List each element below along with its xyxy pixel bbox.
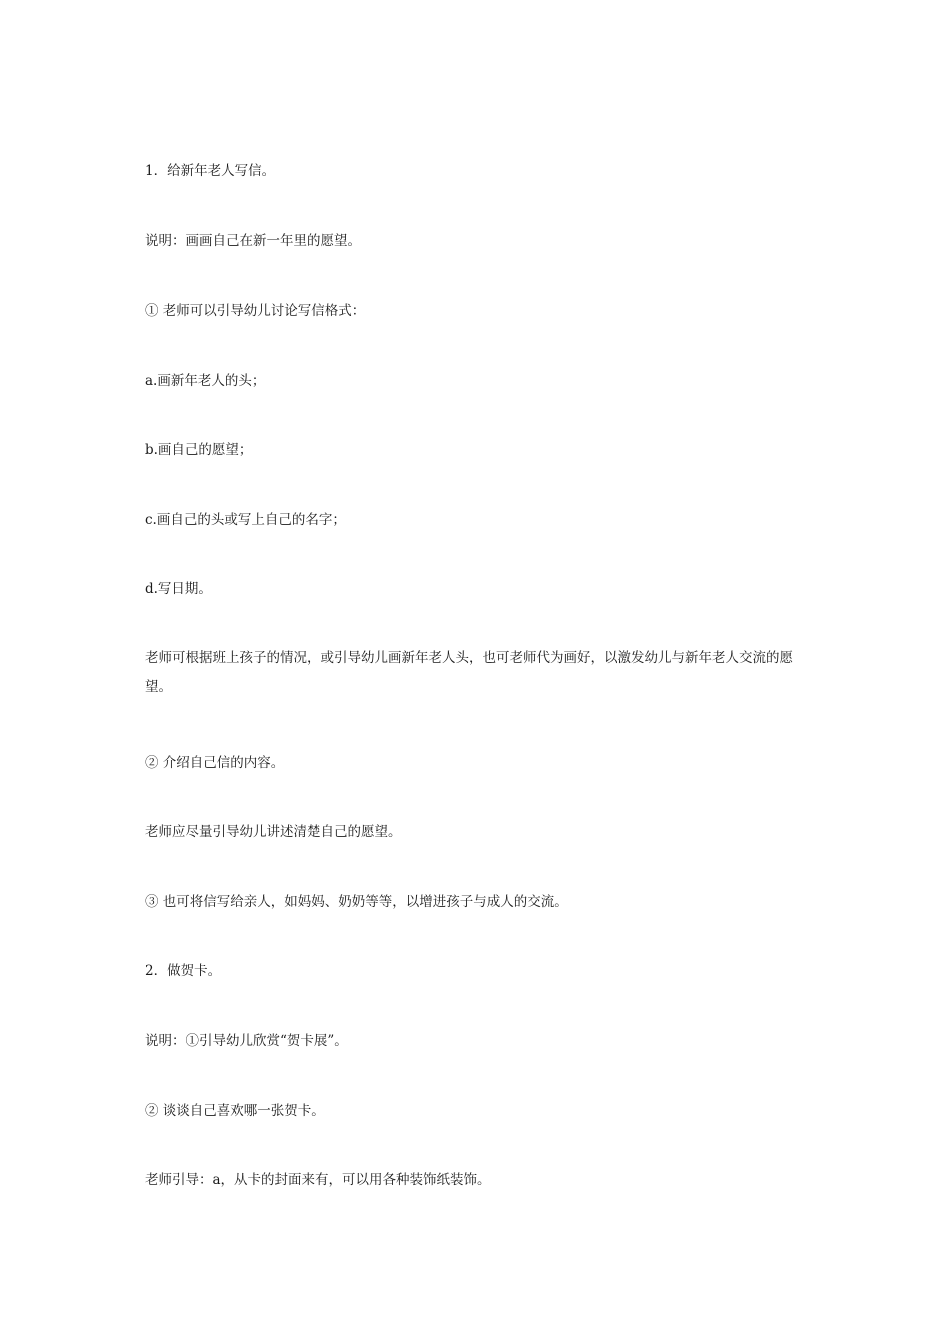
heading-write-letter: 1．给新年老人写信。 [145, 163, 276, 179]
paragraph-discuss-card: ② 谈谈自己喜欢哪一张贺卡。 [145, 1103, 325, 1119]
paragraph-step-2: ② 介绍自己信的内容。 [145, 755, 285, 771]
paragraph-step-3: ③ 也可将信写给亲人，如妈妈、奶奶等等，以增进孩子与成人的交流。 [145, 894, 568, 910]
list-item-a: a.画新年老人的头； [145, 373, 266, 389]
paragraph-teacher-note: 老师可根据班上孩子的情况，或引导幼儿画新年老人头，也可老师代为画好，以激发幼儿与新年老人交流的愿望。 [145, 650, 793, 695]
list-item-b: b.画自己的愿望； [145, 442, 253, 458]
paragraph-explanation-1: 说明：画画自己在新一年里的愿望。 [145, 233, 361, 249]
list-item-c: c.画自己的头或写上自己的名字； [145, 512, 346, 528]
paragraph-explanation-2: 说明：①引导幼儿欣赏“贺卡展”。 [145, 1033, 348, 1049]
paragraph-teacher-guide: 老师应尽量引导幼儿讲述清楚自己的愿望。 [145, 824, 402, 840]
paragraph-teacher-lead: 老师引导：a，从卡的封面来有，可以用各种装饰纸装饰。 [145, 1172, 491, 1188]
list-item-d: d.写日期。 [145, 581, 212, 597]
heading-make-card: 2．做贺卡。 [145, 963, 222, 979]
paragraph-step-1: ① 老师可以引导幼儿讨论写信格式： [145, 303, 366, 319]
